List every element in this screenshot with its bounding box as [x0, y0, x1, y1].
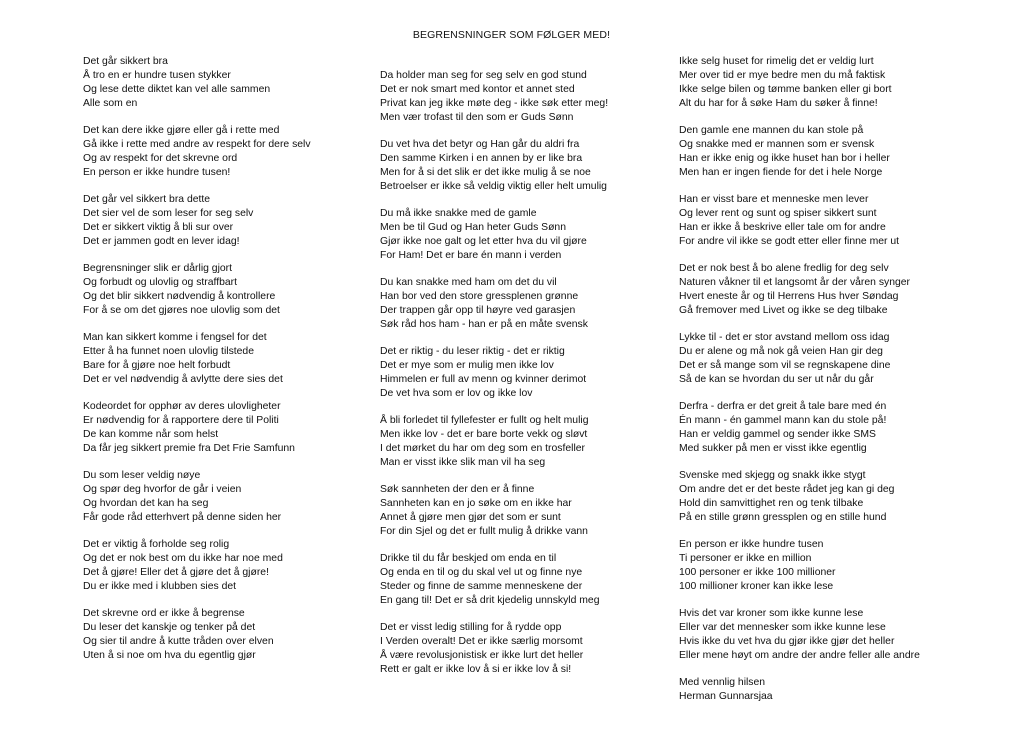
- stanza: [679, 124, 920, 180]
- poem-line: Og av respekt for det skrevne ord: [83, 153, 238, 164]
- poem-line: Å bli forledet til fyllefester er fullt og helt mulig: [380, 415, 589, 426]
- poem-line: Du leser det kanskje og tenker på det: [83, 622, 256, 633]
- poem-line: Himmelen er full av menn og kvinner derimot: [380, 374, 587, 385]
- stanza: [83, 538, 311, 594]
- poem-line: Men for å si det slik er det ikke mulig å se noe: [380, 167, 591, 178]
- poem-line: Naturen våkner til et langsomt år der våren synger: [679, 277, 911, 288]
- poem-line: Ikke selge bilen og tømme banken eller gi bort: [679, 84, 892, 95]
- poem-line: Med sukker på men er visst ikke egentlig: [679, 443, 867, 454]
- poem-line: Begrensninger slik er dårlig gjort: [83, 263, 233, 274]
- poem-line: En person er ikke hundre tusen: [679, 539, 824, 550]
- poem-line: Hvis ikke du vet hva du gjør ikke gjør det heller: [679, 636, 895, 647]
- poem-line: Hvis det var kroner som ikke kunne lese: [679, 608, 864, 619]
- stanza: [380, 414, 608, 470]
- poem-line: Det skrevne ord er ikke å begrense: [83, 608, 245, 619]
- stanza: [679, 469, 920, 525]
- poem-line: Etter å ha funnet noen ulovlig tilstede: [83, 346, 254, 357]
- poem-line: Men vær trofast til den som er Guds Sønn: [380, 112, 574, 123]
- poem-line: Rett er galt er ikke lov å si er ikke lov å si!: [380, 664, 572, 675]
- stanza: [679, 55, 920, 111]
- poem-line: For din Sjel og det er fullt mulig å drikke vann: [380, 526, 588, 537]
- poem-line: Du som leser veldig nøye: [83, 470, 201, 481]
- stanza: [679, 331, 920, 387]
- poem-line: Han er visst bare et menneske men lever: [679, 194, 869, 205]
- poem-line: Ti personer er ikke en million: [679, 553, 812, 564]
- poem-line: For andre vil ikke se godt etter eller finne mer ut: [679, 236, 900, 247]
- poem-line: Da får jeg sikkert premie fra Det Frie Samfunn: [83, 443, 295, 454]
- poem-line: Alt du har for å søke Ham du søker å finne!: [679, 98, 878, 109]
- poem-line: Er nødvendig for å rapportere dere til Politi: [83, 415, 279, 426]
- poem-line: Og forbudt og ulovlig og straffbart: [83, 277, 238, 288]
- poem-line: Det er vel nødvendig å avlytte dere sies det: [83, 374, 283, 385]
- stanza: [83, 607, 311, 663]
- stanza: [380, 276, 608, 332]
- stanza: [679, 607, 920, 663]
- poem-line: Man er visst ikke slik man vil ha seg: [380, 457, 546, 468]
- poem-line: Lykke til - det er stor avstand mellom oss idag: [679, 332, 890, 343]
- poem-line: En gang til! Det er så drit kjedelig unnskyld meg: [380, 595, 600, 606]
- poem-line: Bare for å gjøre noe helt forbudt: [83, 360, 231, 371]
- poem-line: Og hvordan det kan ha seg: [83, 498, 209, 509]
- poem-line: Og lese dette diktet kan vel alle sammen: [83, 84, 271, 95]
- poem-line: Da holder man seg for seg selv en god stund: [380, 70, 587, 81]
- stanza: [83, 193, 311, 249]
- poem-line: 100 millioner kroner kan ikke lese: [679, 581, 834, 592]
- poem-line: En person er ikke hundre tusen!: [83, 167, 231, 178]
- poem-line: For Ham! Det er bare én mann i verden: [380, 250, 562, 261]
- poem-line: Drikke til du får beskjed om enda en til: [380, 553, 557, 564]
- poem-line: Alle som en: [83, 98, 138, 109]
- poem-line: Og lever rent og sunt og spiser sikkert sunt: [679, 208, 877, 219]
- poem-line: Det sier vel de som leser for seg selv: [83, 208, 254, 219]
- poem-line: For å se om det gjøres noe ulovlig som det: [83, 305, 280, 316]
- poem-line: Og snakke med er mannen som er svensk: [679, 139, 875, 150]
- poem-line: Og enda en til og du skal vel ut og finne nye: [380, 567, 583, 578]
- poem-column-2: [380, 69, 608, 690]
- poem-column-1: [83, 55, 311, 676]
- poem-line: Hvert eneste år og til Herrens Hus hver Søndag: [679, 291, 899, 302]
- poem-line: Det går vel sikkert bra dette: [83, 194, 211, 205]
- stanza: [380, 483, 608, 539]
- poem-line: Får gode råd etterhvert på denne siden her: [83, 512, 282, 523]
- poem-title: BEGRENSNINGER SOM FØLGER MED!: [412, 29, 611, 41]
- stanza: [83, 55, 311, 111]
- poem-line: Og sier til andre å kutte tråden over elven: [83, 636, 274, 647]
- poem-line: Det er riktig - du leser riktig - det er riktig: [380, 346, 565, 357]
- stanza: [679, 676, 920, 704]
- poem-line: Steder og finne de samme menneskene der: [380, 581, 583, 592]
- stanza: [380, 621, 608, 677]
- stanza: [380, 207, 608, 263]
- poem-line: De kan komme når som helst: [83, 429, 219, 440]
- poem-line: Men ikke lov - det er bare borte vekk og sløvt: [380, 429, 588, 440]
- poem-line: Svenske med skjegg og snakk ikke stygt: [679, 470, 866, 481]
- poem-line: Man kan sikkert komme i fengsel for det: [83, 332, 267, 343]
- poem-column-3: [679, 55, 920, 717]
- poem-line: Det er så mange som vil se regnskapene dine: [679, 360, 891, 371]
- poem-line: Og det blir sikkert nødvendig å kontrollere: [83, 291, 276, 302]
- poem-line: Eller mene høyt om andre der andre feller alle andre: [679, 650, 920, 661]
- poem-line: Gå ikke i rette med andre av respekt for dere selv: [83, 139, 311, 150]
- poem-line: Det å gjøre! Eller det å gjøre det å gjøre!: [83, 567, 269, 578]
- poem-line: Gå fremover med Livet og ikke se deg tilbake: [679, 305, 888, 316]
- stanza: [83, 469, 311, 525]
- poem-line: Han er ikke å beskrive eller tale om for andre: [679, 222, 886, 233]
- poem-line: Der trappen går opp til høyre ved garasjen: [380, 305, 576, 316]
- poem-line: Privat kan jeg ikke møte deg - ikke søk etter meg!: [380, 98, 609, 109]
- poem-line: I Verden overalt! Det er ikke særlig morsomt: [380, 636, 583, 647]
- stanza: [83, 124, 311, 180]
- poem-line: Det er mye som er mulig men ikke lov: [380, 360, 554, 371]
- stanza: [83, 331, 311, 387]
- poem-line: Søk sannheten der den er å finne: [380, 484, 535, 495]
- stanza: [380, 138, 608, 194]
- poem-line: Herman Gunnarsjaa: [679, 691, 773, 702]
- stanza: [83, 400, 311, 456]
- poem-line: Eller var det mennesker som ikke kunne lese: [679, 622, 886, 633]
- poem-line: Hold din samvittighet ren og tenk tilbake: [679, 498, 864, 509]
- stanza: [679, 400, 920, 456]
- poem-line: Mer over tid er mye bedre men du må faktisk: [679, 70, 886, 81]
- poem-line: Den gamle ene mannen du kan stole på: [679, 125, 864, 136]
- stanza: [83, 262, 311, 318]
- poem-line: Det er nok smart med kontor et annet sted: [380, 84, 575, 95]
- poem-line: Du kan snakke med ham om det du vil: [380, 277, 557, 288]
- poem-line: Han bor ved den store gressplenen grønne: [380, 291, 579, 302]
- poem-line: Det går sikkert bra: [83, 56, 168, 67]
- poem-line: Om andre det er det beste rådet jeg kan gi deg: [679, 484, 895, 495]
- poem-line: Men be til Gud og Han heter Guds Sønn: [380, 222, 566, 233]
- poem-line: Han er veldig gammel og sender ikke SMS: [679, 429, 876, 440]
- poem-line: Sannheten kan en jo søke om en ikke har: [380, 498, 572, 509]
- stanza: [380, 69, 608, 125]
- poem-line: Du må ikke snakke med de gamle: [380, 208, 537, 219]
- poem-line: Og spør deg hvorfor de går i veien: [83, 484, 242, 495]
- stanza: [380, 552, 608, 608]
- poem-line: Ikke selg huset for rimelig det er veldig lurt: [679, 56, 874, 67]
- poem-line: Du vet hva det betyr og Han går du aldri fra: [380, 139, 580, 150]
- poem-line: Derfra - derfra er det greit å tale bare med én: [679, 401, 887, 412]
- poem-line: Du er alene og må nok gå veien Han gir deg: [679, 346, 883, 357]
- poem-line: Annet å gjøre men gjør det som er sunt: [380, 512, 561, 523]
- poem-line: På en stille grønn gressplen og en stille hund: [679, 512, 887, 523]
- poem-line: Så de kan se hvordan du ser ut når du går: [679, 374, 874, 385]
- poem-line: Du er ikke med i klubben sies det: [83, 581, 237, 592]
- poem-line: Kodeordet for opphør av deres ulovligheter: [83, 401, 281, 412]
- poem-line: Å tro en er hundre tusen stykker: [83, 70, 231, 81]
- poem-line: Det er visst ledig stilling for å rydde opp: [380, 622, 562, 633]
- stanza: [679, 538, 920, 594]
- poem-line: Med vennlig hilsen: [679, 677, 766, 688]
- poem-line: Gjør ikke noe galt og let etter hva du vil gjøre: [380, 236, 587, 247]
- poem-line: Det er nok best å bo alene fredlig for deg selv: [679, 263, 889, 274]
- poem-line: Det er sikkert viktig å bli sur over: [83, 222, 234, 233]
- poem-line: Å være revolusjonistisk er ikke lurt det heller: [380, 650, 584, 661]
- poem-line: Søk råd hos ham - han er på en måte svensk: [380, 319, 588, 330]
- stanza: [679, 262, 920, 318]
- poem-line: De vet hva som er lov og ikke lov: [380, 388, 533, 399]
- stanza: [380, 345, 608, 401]
- poem-line: 100 personer er ikke 100 millioner: [679, 567, 836, 578]
- poem-line: Men han er ingen fiende for det i hele Norge: [679, 167, 883, 178]
- poem-line: Det er viktig å forholde seg rolig: [83, 539, 230, 550]
- stanza: [679, 193, 920, 249]
- poem-line: Den samme Kirken i en annen by er like bra: [380, 153, 583, 164]
- poem-line: I det mørket du har om deg som en trosfeller: [380, 443, 586, 454]
- poem-line: Og det er nok best om du ikke har noe med: [83, 553, 283, 564]
- poem-line: Han er ikke enig og ikke huset han bor i heller: [679, 153, 890, 164]
- poem-line: Betroelser er ikke så veldig viktig eller helt umulig: [380, 181, 607, 192]
- poem-line: Det kan dere ikke gjøre eller gå i rette med: [83, 125, 280, 136]
- poem-line: Det er jammen godt en lever idag!: [83, 236, 240, 247]
- poem-line: Uten å si noe om hva du egentlig gjør: [83, 650, 256, 661]
- poem-line: Én mann - én gammel mann kan du stole på!: [679, 415, 887, 426]
